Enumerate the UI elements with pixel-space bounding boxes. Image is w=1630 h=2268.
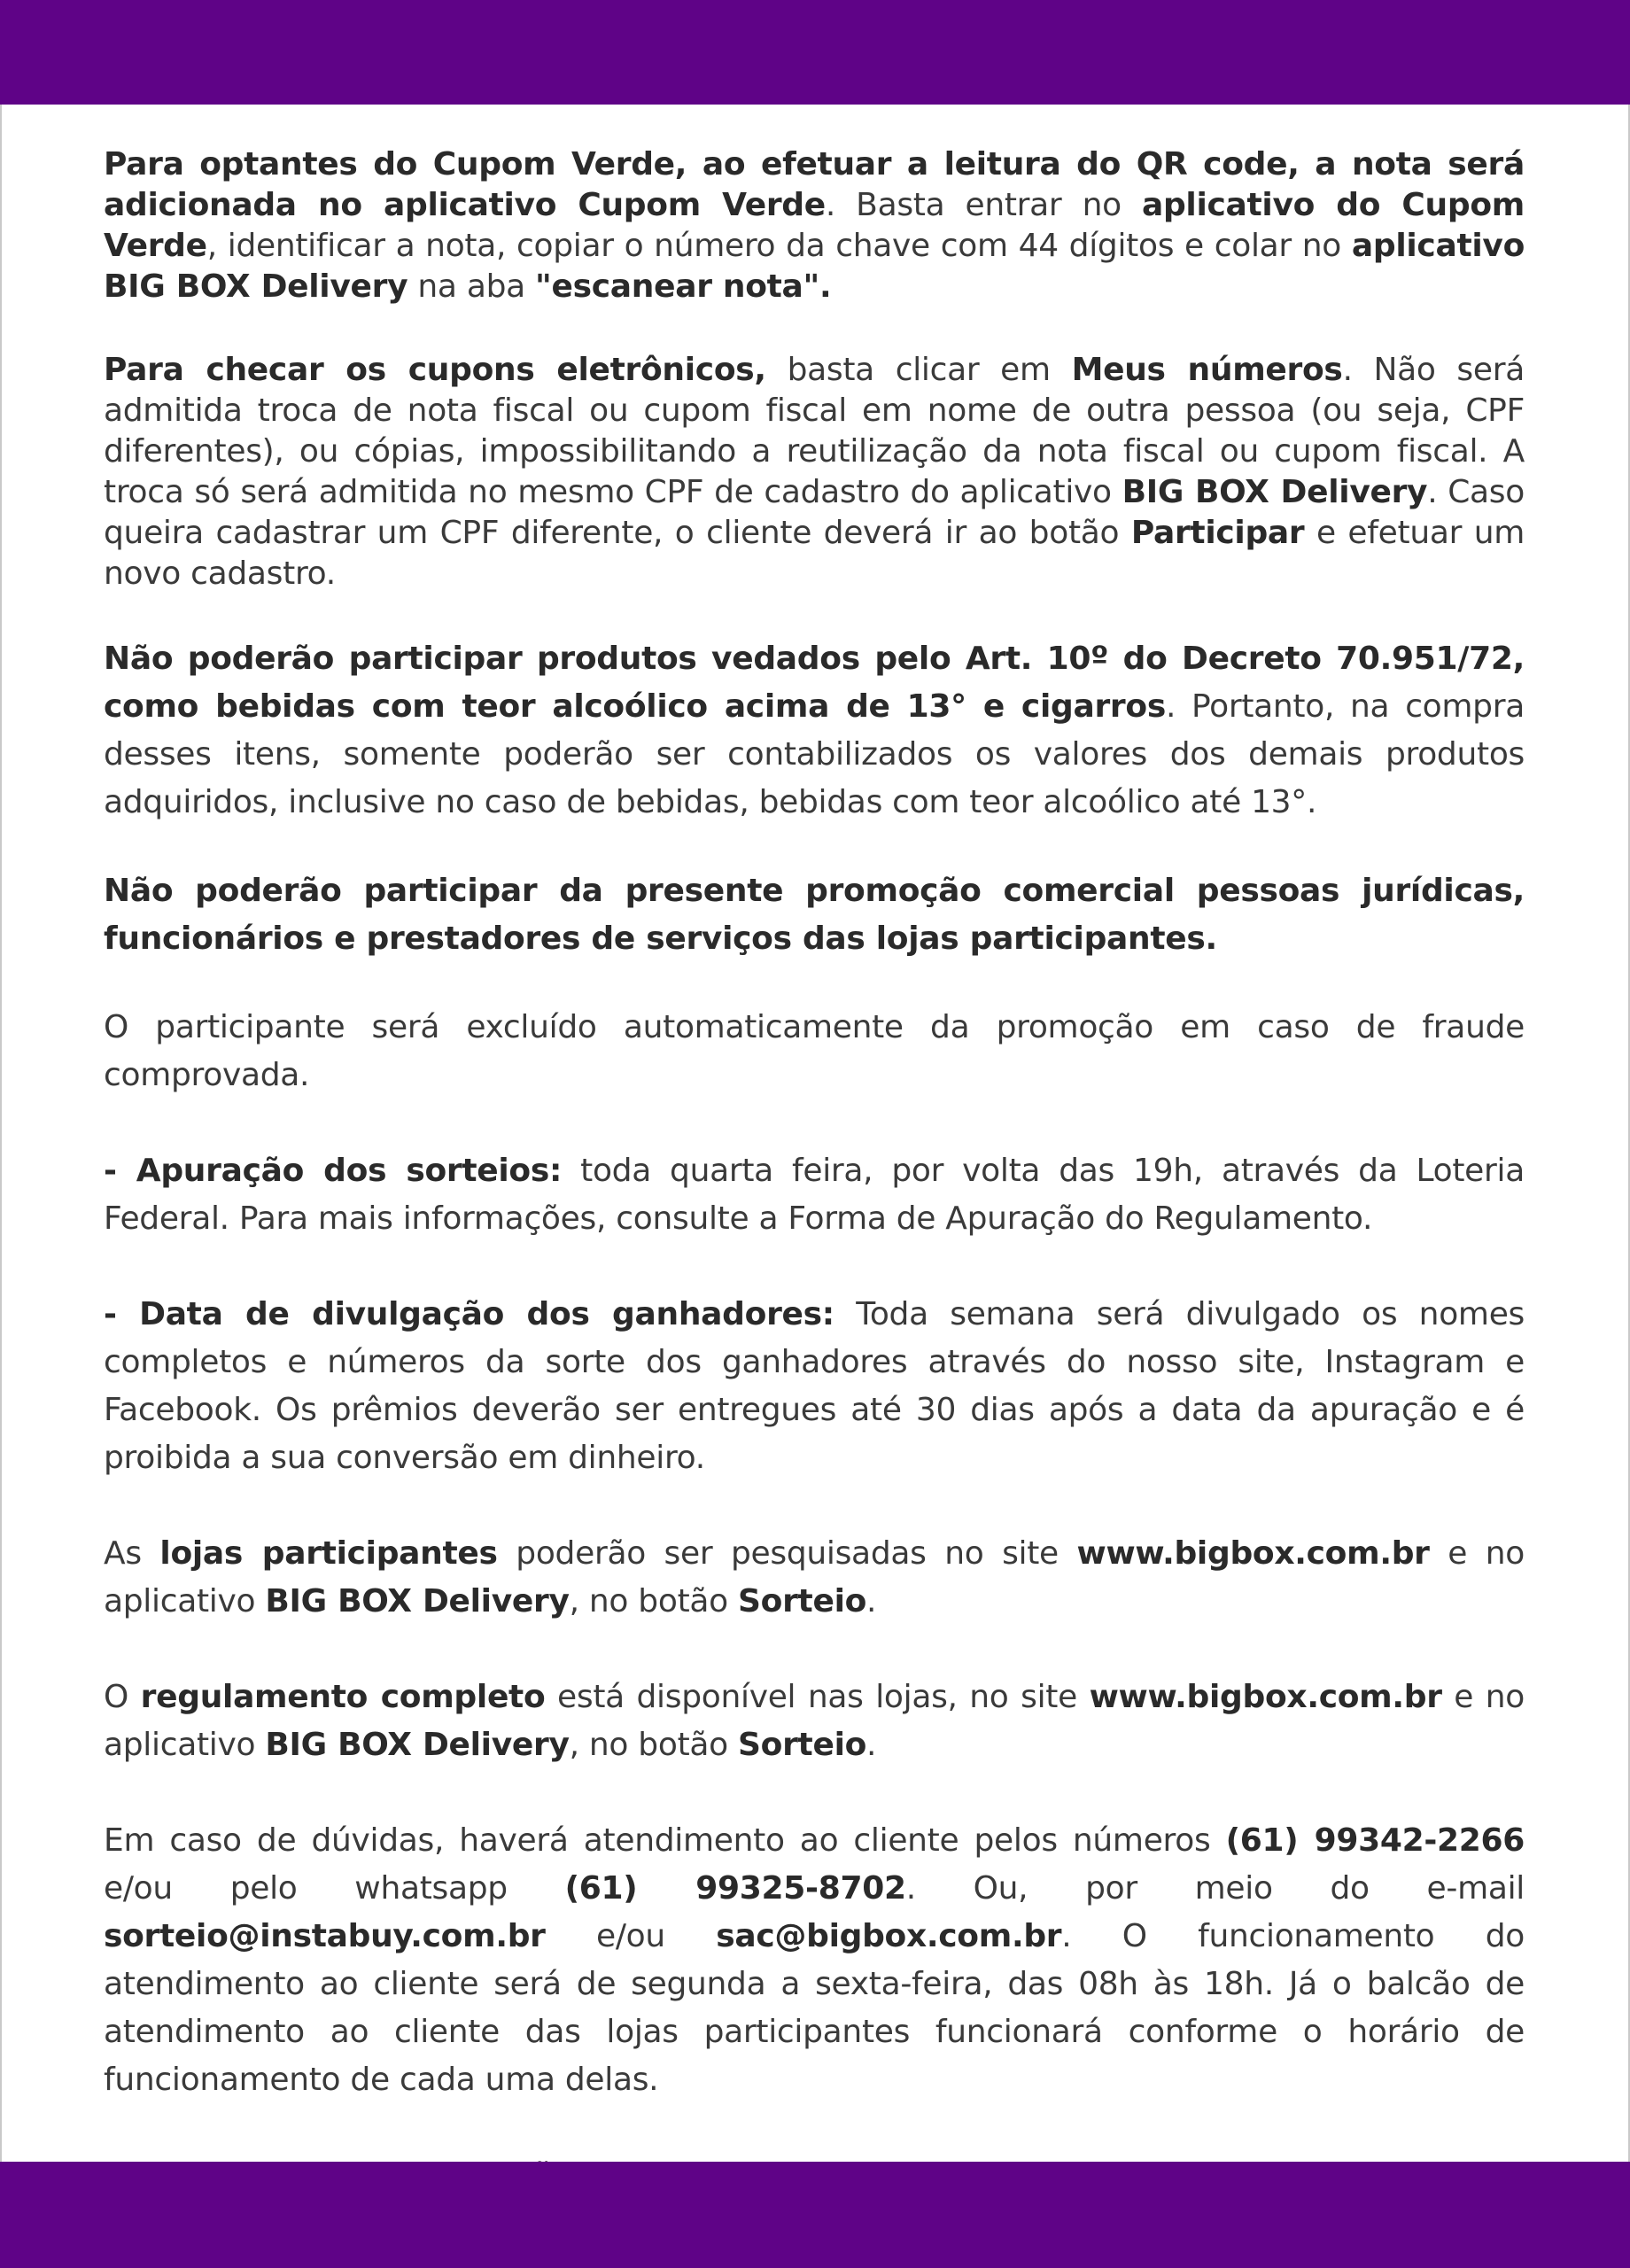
email-link[interactable]: sac@bigbox.com.br xyxy=(716,1918,1062,1954)
paragraph-divulgacao-ganhadores xyxy=(104,1291,1525,1482)
text: Em caso de dúvidas, haverá atendimento ao cliente pelos números xyxy=(104,1822,1226,1859)
paragraph-pessoas-juridicas xyxy=(104,867,1525,963)
bold-text: Sorteio xyxy=(738,1727,867,1763)
bold-text: - Data de divulgação dos ganhadores: xyxy=(104,1296,834,1332)
bold-text: "escanear nota". xyxy=(535,268,832,305)
text: toda quarta feira, por volta das 19h, através da Loteria Federal. Para mais informações, consulte a Forma de Apuração do Regulamento. xyxy=(104,1153,1525,1237)
text: poderão ser pesquisadas no site xyxy=(497,1535,1077,1572)
paragraph-apuracao-sorteios xyxy=(104,1147,1525,1243)
top-purple-band xyxy=(0,0,1630,105)
bold-text: Não poderão participar produtos vedados pelo Art. 10º do Decreto 70.951/72, como bebidas com teor alcoólico acima de 13° e cigarros xyxy=(104,641,1525,725)
paragraph-regulamento xyxy=(104,1674,1525,1769)
paragraph-cupons-eletronicos xyxy=(104,350,1525,594)
text: . Portanto, na compra desses itens, somente poderão ser contabilizados os valores dos demais produtos adquiridos, inclusive no caso de bebidas, bebidas com teor alcoólico até 13°. xyxy=(104,688,1525,820)
text: , identificar a nota, copiar o número da chave com 44 dígitos e colar no xyxy=(206,228,1352,264)
text: , no botão xyxy=(569,1727,739,1763)
text: e efetuar um novo cadastro. xyxy=(104,515,1525,592)
text: basta clicar em xyxy=(765,352,1072,388)
bold-text: Não poderão participar da presente promoção comercial pessoas jurídicas, funcionários e prestadores de serviços das lojas participantes. xyxy=(104,873,1525,957)
paragraph-lojas-participantes xyxy=(104,1530,1525,1626)
bold-text: - Apuração dos sorteios: xyxy=(104,1153,563,1189)
bold-text: Para optantes do Cupom Verde, ao efetuar a leitura do QR code, a nota será adicionada no aplicativo Cupom Verde xyxy=(104,146,1525,223)
text: na aba xyxy=(408,268,536,305)
website-link[interactable]: www.bigbox.com.br xyxy=(1089,1679,1442,1715)
bold-text: BIG BOX Delivery xyxy=(265,1583,570,1619)
text: . xyxy=(866,1727,877,1763)
text: e/ou xyxy=(545,1918,717,1954)
text: . Caso queira cadastrar um CPF diferente, o cliente deverá ir ao botão xyxy=(104,474,1525,551)
text: Toda semana será divulgado os nomes completos e números da sorte dos ganhadores através do nosso site, Instagram e Facebook. Os prêmios deverão ser entregues até 30 dias após a data da apuração e é proibida a sua conversão em dinheiro. xyxy=(104,1296,1525,1476)
bold-text: Meus números xyxy=(1071,352,1343,388)
text: O participante será excluído automaticamente da promoção em caso de fraude comprovada. xyxy=(104,1009,1525,1093)
text: . Basta entrar no xyxy=(825,187,1142,223)
bold-text: BIG BOX Delivery xyxy=(265,1727,570,1763)
bold-text: aplicativo BIG BOX Delivery xyxy=(104,228,1525,305)
bold-text: aplicativo do Cupom Verde xyxy=(104,187,1525,264)
text: e/ou pelo whatsapp xyxy=(104,1870,565,1907)
bold-text: regulamento completo xyxy=(140,1679,546,1715)
phone-number: (61) 99342-2266 xyxy=(1225,1822,1525,1859)
paragraph-fraude xyxy=(104,1004,1525,1099)
paragraph-cupom-verde xyxy=(104,144,1525,307)
bold-text: lojas participantes xyxy=(159,1535,498,1572)
rules-text-body xyxy=(104,144,1525,2200)
text: . O funcionamento do atendimento ao cliente será de segunda a sexta-feira, das 08h às 18h. Já o balcão de atendimento ao cliente das lojas participantes funcionará conforme o horário de funcionamento de cada uma delas. xyxy=(104,1918,1525,2098)
bold-text: BIG BOX Delivery xyxy=(1122,474,1428,510)
paragraph-produtos-vedados xyxy=(104,635,1525,827)
bottom-purple-band xyxy=(0,2162,1630,2268)
whatsapp-number: (61) 99325-8702 xyxy=(564,1870,906,1907)
bold-text: Para checar os cupons eletrônicos, xyxy=(104,352,766,388)
text: . xyxy=(866,1583,877,1619)
text: . Ou, por meio do e-mail xyxy=(905,1870,1525,1907)
text: . Não será admitida troca de nota fiscal ou cupom fiscal em nome de outra pessoa (ou seja, CPF diferentes), ou cópias, impossibilitando a reutilização da nota fiscal ou cupom fiscal. A troca só será admitida no mesmo CPF de cadastro do aplicativo xyxy=(104,352,1525,510)
paragraph-atendimento xyxy=(104,1817,1525,2104)
text: e no aplicativo xyxy=(104,1535,1525,1619)
text: e no aplicativo xyxy=(104,1679,1525,1763)
text: As xyxy=(104,1535,160,1572)
bold-text: Participar xyxy=(1130,515,1305,551)
text: está disponível nas lojas, no site xyxy=(545,1679,1090,1715)
text: , no botão xyxy=(569,1583,739,1619)
bold-text: Sorteio xyxy=(738,1583,867,1619)
email-link[interactable]: sorteio@instabuy.com.br xyxy=(104,1918,546,1954)
text: O xyxy=(104,1679,141,1715)
website-link[interactable]: www.bigbox.com.br xyxy=(1076,1535,1430,1572)
